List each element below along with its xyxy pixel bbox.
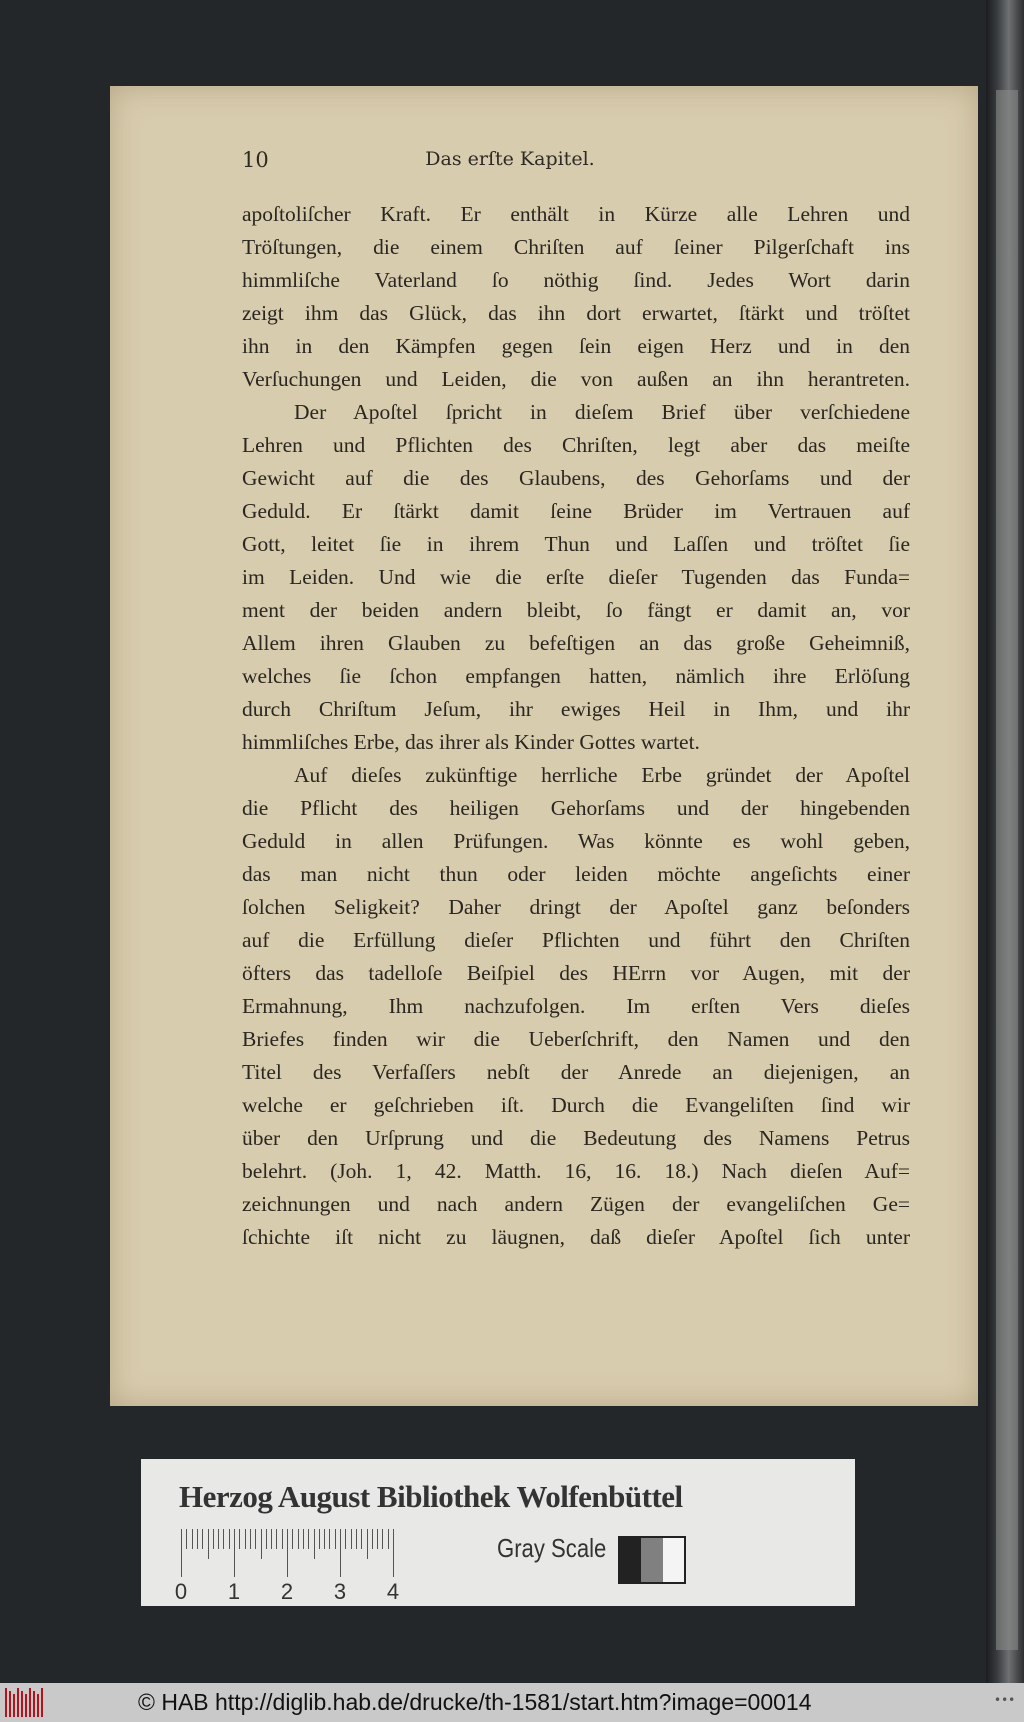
logo-bar [17, 1688, 19, 1717]
text-line: Titel des Verfaſſers nebſt der Anrede an diejenigen, an [242, 1060, 910, 1084]
book-page [110, 86, 978, 1406]
logo-bar [21, 1691, 23, 1717]
ruler-label: 3 [333, 1579, 347, 1604]
text-line: durch Chriſtum Jeſum, ihr ewiges Heil in Ihm, und ihr [242, 697, 910, 721]
text-line: Auf dieſes zukünftige herrliche Erbe gründet der Apoſtel [294, 763, 910, 787]
ruler-tick [324, 1529, 325, 1549]
text-line: die Pflicht des heiligen Gehorſams und der hingebenden [242, 796, 910, 820]
text-line: Geduld in allen Prüfungen. Was könnte es wohl geben, [242, 829, 910, 853]
text-line: Allem ihren Glauben zu befeſtigen an das große Geheimniß, [242, 631, 910, 655]
logo-bar [29, 1688, 31, 1717]
text-line: welche er geſchrieben iſt. Durch die Evangeliſten ſind wir [242, 1093, 910, 1117]
ruler-tick [250, 1529, 251, 1549]
text-line: Der Apoſtel ſpricht in dieſem Brief über verſchiedene [294, 400, 910, 424]
text-line: himmliſches Erbe, das ihrer als Kinder Gottes wartet. [242, 730, 700, 754]
gray-scale-label: Gray Scale [497, 1533, 607, 1563]
ruler-label: 4 [386, 1579, 400, 1604]
ruler-tick [351, 1529, 352, 1549]
text-line: welches ſie ſchon empfangen hatten, nämlich ihre Erlöſung [242, 664, 910, 688]
more-menu-icon[interactable]: ••• [994, 1693, 1016, 1707]
ruler-tick [372, 1529, 373, 1549]
cm-ruler [174, 1529, 400, 1604]
ruler-tick [229, 1529, 230, 1549]
ruler-tick [382, 1529, 383, 1549]
hab-logo-icon [5, 1688, 45, 1717]
text-line: ment der beiden andern bleibt, ſo fängt er damit an, vor [242, 598, 910, 622]
page-body-text [242, 198, 910, 1254]
gray-swatch [620, 1538, 641, 1582]
ruler-tick [287, 1529, 288, 1577]
ruler-tick [393, 1529, 394, 1577]
logo-bar [41, 1688, 43, 1717]
text-line: belehrt. (Joh. 1, 42. Matth. 16, 16. 18.) Nach dieſen Auf= [242, 1159, 910, 1183]
ruler-tick [308, 1529, 309, 1549]
page-number: 10 [242, 148, 269, 172]
ruler-tick [218, 1529, 219, 1549]
ruler-tick [266, 1529, 267, 1549]
text-line: ſchichte iſt nicht zu läugnen, daß dieſer Apoſtel ſich unter [242, 1225, 910, 1249]
ruler-tick [303, 1529, 304, 1549]
ruler-tick [388, 1529, 389, 1549]
ruler-tick [335, 1529, 336, 1549]
ruler-tick [340, 1529, 341, 1577]
ruler-tick [377, 1529, 378, 1549]
ruler-tick [261, 1529, 262, 1559]
logo-bar [13, 1694, 15, 1717]
page-header [242, 148, 778, 178]
library-name: Herzog August Bibliothek Wolfenbüttel [179, 1479, 683, 1514]
ruler-tick [367, 1529, 368, 1559]
text-line: ſolchen Seligkeit? Daher dringt der Apoſtel ganz beſonders [242, 895, 910, 919]
ruler-tick [271, 1529, 272, 1549]
text-line: das man nicht thun oder leiden möchte angeſichts einer [242, 862, 910, 886]
text-line: apoſtoliſcher Kraft. Er enthält in Kürze alle Lehren und [242, 202, 910, 226]
ruler-tick [234, 1529, 235, 1577]
ruler-tick [329, 1529, 330, 1549]
ruler-tick [245, 1529, 246, 1549]
text-line: Tröſtungen, die einem Chriſten auf ſeiner Pilgerſchaft ins [242, 235, 910, 259]
ruler-tick [292, 1529, 293, 1549]
running-title: Das erſte Kapitel. [425, 148, 595, 170]
ruler-tick [213, 1529, 214, 1549]
logo-bar [33, 1691, 35, 1717]
text-line: über den Urſprung und die Bedeutung des Namens Petrus [242, 1126, 910, 1150]
ruler-tick [239, 1529, 240, 1549]
ruler-tick [197, 1529, 198, 1549]
text-line: Geduld. Er ſtärkt damit ſeine Brüder im Vertrauen auf [242, 499, 910, 523]
ruler-tick [202, 1529, 203, 1549]
text-line: im Leiden. Und wie die erſte dieſer Tugenden das Funda= [242, 565, 910, 589]
footer-bar [0, 1683, 1024, 1722]
library-color-card [141, 1459, 855, 1606]
ruler-tick [192, 1529, 193, 1549]
ruler-tick [298, 1529, 299, 1549]
text-line: ihn in den Kämpfen gegen ſein eigen Herz und in den [242, 334, 910, 358]
ruler-tick [181, 1529, 182, 1577]
ruler-tick [345, 1529, 346, 1549]
ruler-label: 2 [280, 1579, 294, 1604]
ruler-tick [186, 1529, 187, 1549]
text-line: Briefes finden wir die Ueberſchrift, den Namen und den [242, 1027, 910, 1051]
logo-bar [25, 1694, 27, 1717]
ruler-tick [255, 1529, 256, 1549]
ruler-label: 1 [227, 1579, 241, 1604]
adjacent-page-strip [996, 90, 1018, 1650]
text-line: Lehren und Pflichten des Chriſten, legt aber das meiſte [242, 433, 910, 457]
ruler-tick [208, 1529, 209, 1559]
ruler-tick [223, 1529, 224, 1549]
text-line: auf die Erfüllung dieſer Pflichten und führt den Chriſten [242, 928, 910, 952]
text-line: öfters das tadelloſe Beiſpiel des HErrn vor Augen, mit der [242, 961, 910, 985]
text-line: Gott, leitet ſie in ihrem Thun und Laſſen und tröſtet ſie [242, 532, 910, 556]
text-line: Ermahnung, Ihm nachzufolgen. Im erſten Vers dieſes [242, 994, 910, 1018]
ruler-tick [276, 1529, 277, 1549]
ruler-tick [314, 1529, 315, 1559]
ruler-tick [356, 1529, 357, 1549]
credit-url[interactable]: © HAB http://diglib.hab.de/drucke/th-1581/start.htm?image=00014 [138, 1689, 812, 1715]
ruler-tick [282, 1529, 283, 1549]
text-line: zeichnungen und nach andern Zügen der evangeliſchen Ge= [242, 1192, 910, 1216]
text-line: Verſuchungen und Leiden, die von außen an ihn herantreten. [242, 367, 910, 391]
gray-swatch [663, 1538, 684, 1582]
gray-scale-swatches [618, 1536, 686, 1584]
logo-bar [5, 1688, 7, 1717]
ruler-tick [361, 1529, 362, 1549]
gray-swatch [641, 1538, 662, 1582]
logo-bar [37, 1694, 39, 1717]
ruler-tick [319, 1529, 320, 1549]
text-line: Gewicht auf die des Glaubens, des Gehorſams und der [242, 466, 910, 490]
ruler-label: 0 [174, 1579, 188, 1604]
text-line: zeigt ihm das Glück, das ihn dort erwartet, ſtärkt und tröſtet [242, 301, 910, 325]
text-line: himmliſche Vaterland ſo nöthig ſind. Jedes Wort darin [242, 268, 910, 292]
logo-bar [9, 1691, 11, 1717]
